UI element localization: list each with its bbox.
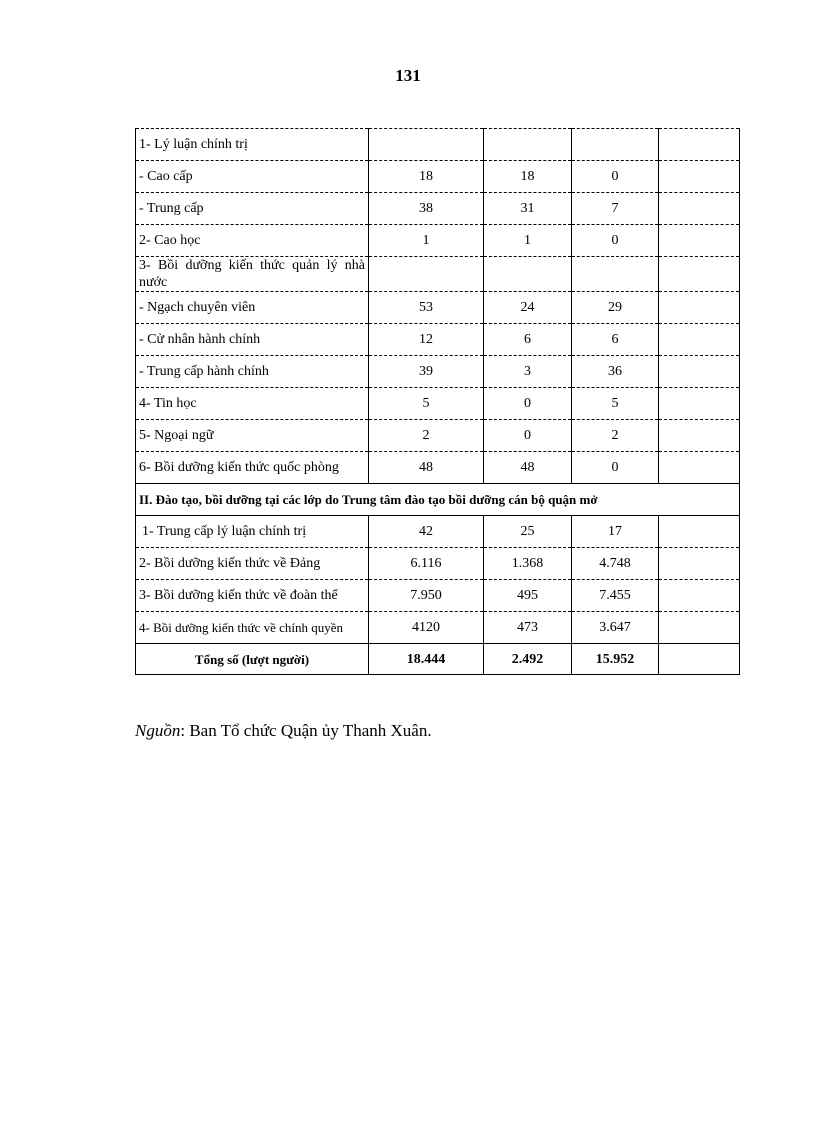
- cell-col3: 29: [572, 292, 659, 324]
- cell-note: [659, 356, 740, 388]
- cell-col2: [484, 257, 572, 292]
- source-note: [135, 721, 432, 741]
- table-row: [136, 580, 740, 612]
- cell-note: [659, 420, 740, 452]
- row-label: 2- Bồi dưỡng kiến thức về Đảng: [136, 548, 369, 580]
- row-label: 5- Ngoại ngữ: [136, 420, 369, 452]
- cell-total: 6.116: [369, 548, 484, 580]
- cell-total: 39: [369, 356, 484, 388]
- cell-col2: 473: [484, 612, 572, 644]
- cell-col2: [484, 129, 572, 161]
- cell-total: [369, 257, 484, 292]
- table-row: [136, 356, 740, 388]
- row-label: 1- Lý luận chính trị: [136, 129, 369, 161]
- cell-total: 4120: [369, 612, 484, 644]
- table-row: [136, 612, 740, 644]
- source-prefix: Nguồn: [135, 721, 181, 740]
- row-label: - Ngạch chuyên viên: [136, 292, 369, 324]
- table-row: [136, 548, 740, 580]
- page-number: 131: [395, 66, 421, 85]
- cell-col3: 7.455: [572, 580, 659, 612]
- cell-total: 7.950: [369, 580, 484, 612]
- cell-col3: 17: [572, 516, 659, 548]
- cell-col3: 7: [572, 193, 659, 225]
- cell-col2: 48: [484, 452, 572, 484]
- table-row: [136, 324, 740, 356]
- cell-note: [659, 257, 740, 292]
- total-label: Tổng số (lượt người): [136, 644, 369, 675]
- cell-note: [659, 516, 740, 548]
- cell-total: [369, 129, 484, 161]
- cell-note: [659, 324, 740, 356]
- cell-col2: 0: [484, 420, 572, 452]
- cell-col3: 0: [572, 452, 659, 484]
- cell-col2: 6: [484, 324, 572, 356]
- cell-col3: 6: [572, 324, 659, 356]
- cell-col3: 36: [572, 356, 659, 388]
- training-table: [135, 128, 740, 675]
- cell-total: 12: [369, 324, 484, 356]
- table-row: [136, 388, 740, 420]
- section-heading-row: [136, 484, 740, 516]
- cell-note: [659, 129, 740, 161]
- cell-col2: 18: [484, 161, 572, 193]
- cell-note: [659, 580, 740, 612]
- row-label: 3- Bồi dưỡng kiến thức quản lý nhà nước: [136, 257, 369, 292]
- table-row: [136, 292, 740, 324]
- cell-total: 5: [369, 388, 484, 420]
- cell-total: 48: [369, 452, 484, 484]
- cell-note: [659, 225, 740, 257]
- cell-note: [659, 452, 740, 484]
- cell-col2: 495: [484, 580, 572, 612]
- cell-col2: 24: [484, 292, 572, 324]
- cell-col2: 25: [484, 516, 572, 548]
- cell-total: 2: [369, 420, 484, 452]
- cell-col2: 3: [484, 356, 572, 388]
- table-row: [136, 225, 740, 257]
- cell-col2: 0: [484, 388, 572, 420]
- cell-note: [659, 388, 740, 420]
- table-row: [136, 516, 740, 548]
- row-label: 4- Tin học: [136, 388, 369, 420]
- cell-col3: [572, 257, 659, 292]
- cell-col2: 2.492: [484, 644, 572, 675]
- cell-note: [659, 292, 740, 324]
- row-label: 4- Bồi dưỡng kiến thức về chính quyền: [136, 612, 369, 644]
- row-label: - Trung cấp hành chính: [136, 356, 369, 388]
- cell-col3: 4.748: [572, 548, 659, 580]
- row-label: - Trung cấp: [136, 193, 369, 225]
- cell-total: 1: [369, 225, 484, 257]
- cell-note: [659, 644, 740, 675]
- cell-note: [659, 161, 740, 193]
- row-label: - Cao cấp: [136, 161, 369, 193]
- cell-total: 42: [369, 516, 484, 548]
- cell-col2: 1: [484, 225, 572, 257]
- cell-col3: 0: [572, 225, 659, 257]
- total-row: [136, 644, 740, 675]
- table-row: [136, 452, 740, 484]
- table-row: [136, 129, 740, 161]
- cell-total: 53: [369, 292, 484, 324]
- table-row: [136, 161, 740, 193]
- row-label: 1- Trung cấp lý luận chính trị: [136, 516, 369, 548]
- cell-total: 38: [369, 193, 484, 225]
- cell-total: 18: [369, 161, 484, 193]
- table-row: [136, 420, 740, 452]
- table-row: [136, 257, 740, 292]
- row-label: - Cử nhân hành chính: [136, 324, 369, 356]
- row-label: 2- Cao học: [136, 225, 369, 257]
- table-row: [136, 193, 740, 225]
- section-heading: II. Đào tạo, bồi dưỡng tại các lớp do Trung tâm đào tạo bồi dưỡng cán bộ quận mở: [136, 484, 740, 516]
- cell-note: [659, 548, 740, 580]
- cell-col3: 0: [572, 161, 659, 193]
- cell-col3: 5: [572, 388, 659, 420]
- cell-note: [659, 612, 740, 644]
- source-text: : Ban Tổ chức Quận ủy Thanh Xuân.: [180, 721, 432, 740]
- cell-col3: [572, 129, 659, 161]
- cell-note: [659, 193, 740, 225]
- row-label: 6- Bồi dưỡng kiến thức quốc phòng: [136, 452, 369, 484]
- cell-total: 18.444: [369, 644, 484, 675]
- cell-col2: 1.368: [484, 548, 572, 580]
- cell-col3: 15.952: [572, 644, 659, 675]
- cell-col3: 3.647: [572, 612, 659, 644]
- cell-col2: 31: [484, 193, 572, 225]
- row-label: 3- Bồi dưỡng kiến thức về đoàn thể: [136, 580, 369, 612]
- cell-col3: 2: [572, 420, 659, 452]
